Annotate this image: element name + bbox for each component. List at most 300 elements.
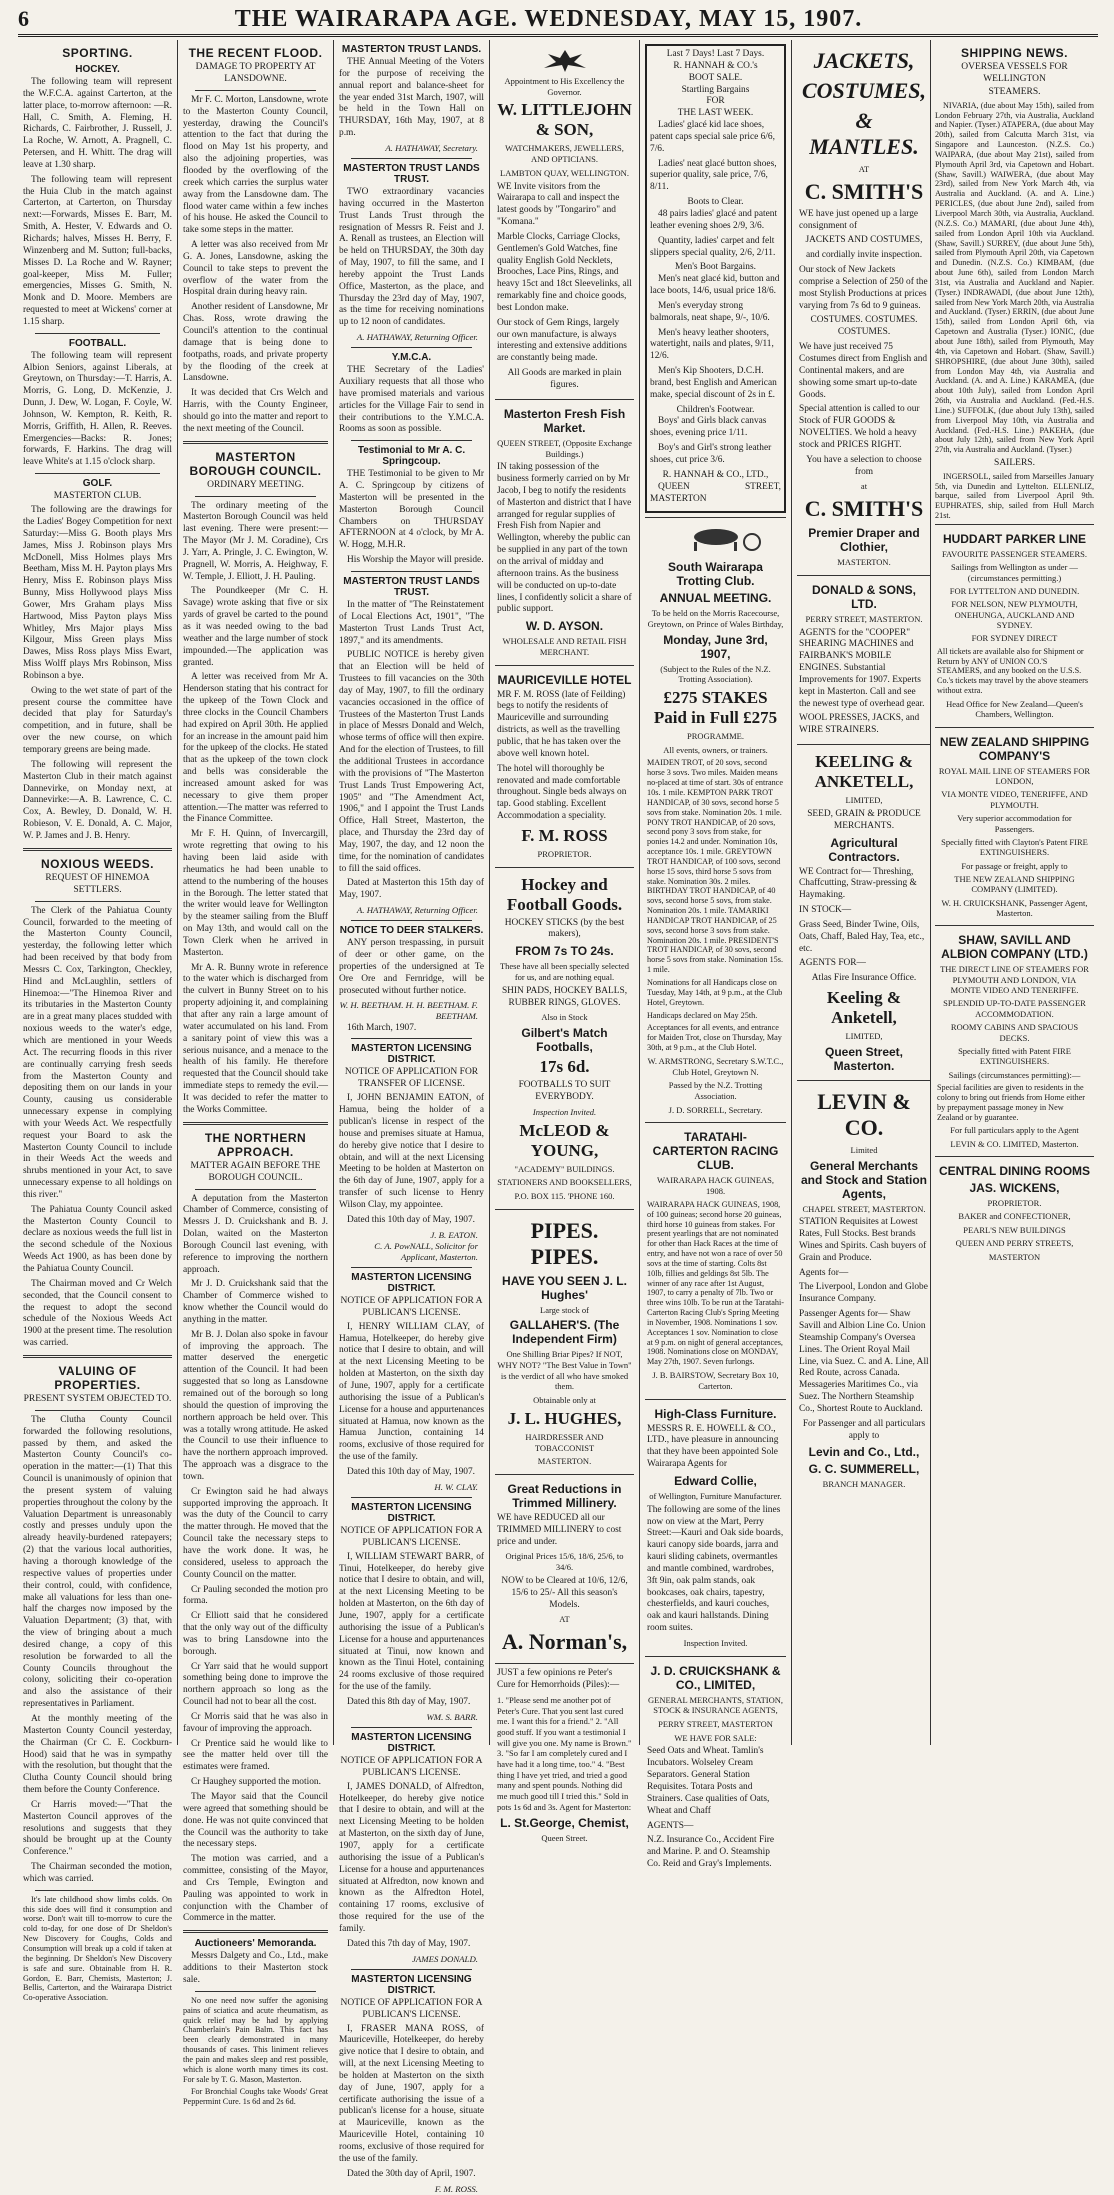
ad-text: Obtainable only at (533, 1395, 596, 1406)
ad-text: P.O. BOX 115. 'PHONE 160. (514, 1190, 615, 1201)
article-paragraph: Mr F. C. Morton, Lansdowne, wrote to the Masterton County Council, yesterday, drawing the Council's attention to the fact that during the flood on May 1st his property, and also the adjoining properties, was flooded by the overflowing of the creek which carries the surplus water away from the Lansdowne dam. The flood water came within a few inches of his house. He asked the Council to take some steps in the matter. (183, 94, 328, 236)
ad-text: Men's everyday strong balmorals, neat shape, 9/-, 10/6. (650, 300, 770, 323)
section-subheading: OVERSEA VESSELS FOR WELLINGTON (961, 62, 1068, 84)
ad-text: SPLENDID UP-TO-DATE PASSENGER ACCOMMODATION. (943, 998, 1086, 1019)
notice-signature: A. HATHAWAY, Secretary. (385, 142, 478, 153)
ad-text: MAIDEN TROT, of 20 sovs, second horse 3 sovs. Two miles. Maiden means no-placed at time of start. 30s of entrance 10s. 1 mile. KEMPTON PARK TROT HANDICAP, of 30 sovs, second horse 5 sovs from stake. Nomination 20s. 1 mile. PONY TROT HANDICAP, of 20 sovs, second pony 3 sovs from stake, for ponies 14.2 and under. Nomination 10s, acceptance 10s. 1 mile. GREYTOWN TROT HANDICAP, of 100 sovs, second horse 15 sovs, third horse 5 sovs from stake. Nomination 30s. 2 miles. BIRTHDAY TROT HANDICAP, of 40 sovs, second horse 5 sovs, from stake. Nomination 20s. 1 mile. TAMARIKI HANDICAP TROT HANDICAP, of 25 sovs, second horse 3 sovs from stake. Nomination 20s. 1 mile. PRESIDENT'S TROT HANDICAP, of 30 sovs, second horse 5 sovs from stake. Nomination 15s. 1 mile. (647, 758, 783, 975)
notice-text: ANY person trespassing, in pursuit of deer or other game, on the properties of the undersigned at Te Ore Ore and Fernridge, will be prosecuted without further notice. (339, 938, 484, 996)
ad-text: WAIRARAPA HACK GUINEAS, 1908, of 100 guineas; second horse 20 guineas, third horse 10 guineas from stakes. For present yearlings that are not nominated for other than Hack Races at the time of entry, and have not won a race of over 50 sovs at the time of starting. Colts 8st 10lb, fillies and geldings 8st 5lb. The winner of any race after 1st August, 1907, to carry a penalty of 7lb. Two or three wins 10lb. To be run at the Taratahi-Carterton Racing Club's Spring Meeting in November, 1908. Nominations 1 sov. Acceptances 1 sov. Nomination to close at 9 p.m. on night of general acceptances, 1908. Nominations close on MONDAY, May 27th, 1907. Seven furlongs. (647, 1199, 785, 1367)
column-2 (178, 40, 334, 2107)
notice-date: Dated this 7th day of May, 1907. (347, 1938, 471, 1949)
ad-text: WOOL PRESSES, JACKS, and WIRE STRAINERS. (799, 713, 920, 736)
donald-advertisement (797, 575, 931, 744)
notice-heading: MASTERTON LICENSING DISTRICT. (351, 1271, 472, 1294)
column-3 (334, 40, 490, 2194)
ad-text: Agricultural Contractors. (828, 835, 900, 864)
ad-signature: C. SMITH'S (804, 496, 924, 522)
article-paragraph: Mr F. H. Quinn, of Invercargill, wrote regretting that owing to his having been laid aside with rheumatics he had been unable to attend to the numbering of the houses in the Borough. The letter stated that the writer would leave for Wellington by the steamer sailing from the Bluff on May 13th, and would call on the Town Clerk when he arrived in Masterton. (183, 829, 328, 958)
ad-text: Passed by the N.Z. Trotting Association. (668, 1080, 763, 1102)
notice-signature: W. H. BEETHAM. H. H. BEETHAM. F. BEETHAM. (339, 1000, 478, 1022)
article-subtitle: REQUEST OF HINEMOA SETTLERS. (45, 872, 150, 895)
notice-date: Dated this 8th day of May, 1907. (347, 1696, 471, 1707)
article-subtitle: MATTER AGAIN BEFORE THE BOROUGH COUNCIL. (190, 1160, 321, 1183)
article-headline: Auctioneers' Memoranda. (194, 1938, 317, 1950)
ad-signature: J. L. HUGHES, (507, 1408, 622, 1428)
ad-text: N.Z. Insurance Co., Accident Fire and Marine. P. and O. Steamship Co. Reid and Gray's Implements. (647, 1835, 775, 1870)
article-headline: VALUING OF PROPERTIES. (54, 1363, 141, 1392)
article-paragraph: The Clutha County Council forwarded the following resolutions, passed by them, and asked the Masterton County Council's co-operation in the matter:—(1) That this Council is unanimously of opinion that the present system of valuing properties throughout the colony by the Valuation Department is unreasonably costly and presses unduly upon the already heavily-burdened ratepayers; (2) that the various local authorities, having a thorough knowledge of the respective values of properties under their control, could, with confidence, make all valuations for less than one-half the charges now imposed by the Valuation Department; (3) that, with the view of bringing about a much desired change, a copy of this resolution be forwarded to all the County Councils throughout the colony, soliciting their co-operation and also the assistance of their representatives in Parliament. (23, 1414, 172, 1710)
article-paragraph: Cr Morris said that he was also in favour of improving the approach. (183, 1711, 328, 1734)
ad-text: QUEEN AND PERRY STREETS, (955, 1238, 1074, 1249)
ad-text: Boys' and Girls black canvas shoes, evening price 1/11. (650, 416, 767, 439)
ad-text: Agents for— (799, 1267, 849, 1278)
ad-text: PROPRIETOR. (537, 848, 592, 859)
ad-headline: J. D. CRUICKSHANK & CO., LIMITED, (650, 1663, 781, 1692)
hotel-advertisement (495, 665, 634, 867)
fish-market-advertisement (495, 399, 634, 665)
ad-text: ROYAL MAIL LINE OF STEAMERS FOR LONDON, (938, 765, 1091, 787)
article-paragraph: Cr Ewington said he had always supported improving the approach. It was the duty of the Council to carry the matter through. He moved that the Council take the necessary steps to have the work done. It was, he considered, useless to approach the County Council on the matter. (183, 1486, 328, 1580)
ad-text: MASTERTON. (537, 1456, 592, 1467)
ad-signature: W. H. CRUICKSHANK, Passenger Agent, Masterton. (941, 897, 1088, 919)
article-paragraph: A letter was received from Mr A. Henderson stating that his contract for the upkeep of the Town Clock and three clocks in the Council Chambers had expired on April 30th. He applied for an increase in the amount paid him for the upkeep of the clocks. He stated that as the upkeep of the town clock and bells was considerable the increased amount asked for was necessary to give them proper attention.—The matter was referred to the Finance Committee. (183, 672, 328, 825)
smith-jackets-advertisement (797, 40, 931, 575)
ad-text: Seed Oats and Wheat. Tamlin's Incubators. Wolseley Cream Separators. General Station Requisites. Totara Posts and Strainers. Case qualities of Oats, Wheat and Chaff (647, 1746, 770, 1816)
article-headline: THE RECENT FLOOD. (188, 46, 323, 60)
huddart-parker-advertisement (935, 524, 1094, 727)
advertisement-text: It's late childhood show limbs colds. On this side does will find it consumption and worse. Don't wait till to-morrow to cure the cold to-day, for one dose of Dr Sheldon's New Discovery for Coughs, Colds and Consumption will break up a cold if taken at the beginning. Dr Sheldon's New Discovery is safe and sure. Obtainable from H. R. Gordon, E. Barr, Chemists, Masterton; J. Bellis, Carterton, and the Wairarapa District Co-operative Association. (23, 1894, 172, 2003)
shaw-savill-advertisement (935, 925, 1094, 1156)
notice-heading: MASTERTON TRUST LANDS TRUST. (343, 576, 480, 598)
ad-signature: G. C. SUMMERELL, (808, 1462, 920, 1477)
ad-text: Our stock of New Jackets comprise a Selection of 250 of the most Stylish Productions at prices varying from 7s 6d to 9 guineas. (799, 265, 928, 311)
ad-signature: Levin and Co., Ltd., (808, 1445, 920, 1460)
ad-headline: PIPES. PIPES. (530, 1217, 599, 1269)
ad-text: Our stock of Gem Rings, largely our own manufacture, is always interesting and extensive additions are constantly being made. (497, 317, 627, 364)
notice-text: THE Annual Meeting of the Voters for the purpose of receiving the annual report and balance-sheet for the year ended 31st March, 1907, will be held in the Town Hall on THURSDAY, 16th May, 1907, at 8 p.m. (339, 57, 484, 139)
ad-headline: W. LITTLEJOHN & SON, (497, 100, 632, 140)
ad-text: Ladies' glacé kid lace shoes, patent caps special sale price 6/6, 7/6. (650, 120, 775, 154)
ad-text: Limited (850, 1144, 878, 1155)
ad-text: WE have REDUCED all our TRIMMED MILLINERY to cost price and under. (497, 1512, 622, 1547)
article-paragraph: A deputation from the Masterton Chamber of Commerce, consisting of Messrs J. D. Cruickshank and B. J. Dolan, waited on the Masterton Borough Council last evening, with reference to improving the northern approach. (183, 1193, 328, 1275)
article-paragraph: Owing to the wet state of part of the present course the committee have decided that play for Saturday's competition, and in future, shall be over the new course, on which temporary greens are being made. (23, 685, 172, 755)
article-paragraph: Messrs Dalgety and Co., Ltd., make additions to their Masterton stock sale. (183, 1951, 328, 1985)
ad-text: "ACADEMY" BUILDINGS. (514, 1163, 615, 1174)
ad-headline: SHAW, SAVILL AND ALBION COMPANY (LTD.) (941, 933, 1088, 962)
ad-text: Men's heavy leather shooters, watertight, nails and plates, 9/11, 12/6. (650, 327, 774, 362)
ad-text: Nominations for all Handicaps close on Tuesday, May 14th, at 9 p.m., at the Club Hotel, Greytown. (647, 978, 783, 1007)
royal-crest-icon (530, 46, 600, 74)
ad-text: Original Prices 15/6, 18/6, 25/6, to 34/6. (505, 1551, 624, 1573)
notice-signature: JAMES DONALD. (412, 1953, 478, 1964)
ad-text: FOR SYDNEY DIRECT (971, 633, 1058, 644)
ad-text: COSTUMES. COSTUMES. COSTUMES. (810, 315, 918, 338)
article-paragraph: Mr A. R. Bunny wrote in reference to the water which is discharged from the culvert in Bunny Street on to his property adjoining it, and complaining that after any rain a large amount of water accumulated on his land. From a sanitary point of view this was a serious nuisance, and a menace to the health of his family. He therefore requested that the Council should take immediate steps to remedy the evil.—It was decided to refer the matter to the Works Committee. (183, 962, 328, 1115)
ad-text: Sailings (circumstances permitting):— (948, 1069, 1081, 1080)
notice-text: THE Testimonial to be given to Mr A. C. Springcoup by citizens of Masterton will be presented in the Masterton Borough Council Chambers on THURSDAY AFTERNOON at 4 o'clock, by Mr A. W. Hogg, M.H.R. (339, 469, 484, 551)
ad-text: Passenger Agents for— Shaw Savill and Albion Line Co. Union Steamship Company's Oversea Lines. The Orient Royal Mail Line, via Suez. C. and A. Line, All Red Route, across Canada. Messageries Maritimes Co., via Suez. The Northern Steamship Co., Shortest Route to Auckland. (799, 1309, 929, 1414)
ad-text: You have a selection to choose from (806, 454, 922, 477)
ad-headline: KEELING & ANKETELL, (814, 752, 914, 792)
section-subheading: GOLF. (82, 478, 113, 490)
notice-date: Dated this 10th day of May, 1907. (347, 1214, 476, 1225)
article-paragraph: The following are the drawings for the Ladies' Bogey Competition for next Saturday:—Miss G. Booth plays Mrs James, Miss J. Robinson plays Mrs McDonell, Miss Holmes plays Mrs Beetham, Miss M. H. Payton plays Mrs Henry, Miss E. Robinson plays Miss Bunny, Miss Hollywood plays Miss Gower, Mrs Graham plays Miss Hartwood, Miss Payton plays Miss Whitley, Mrs Major plays Miss Kilgour, Miss Green plays Miss Dawes, Miss Ross plays Miss Ewart, Miss Wolff plays Mrs Robinson, Miss Robinson a bye. (23, 505, 172, 681)
ad-text: The Liverpool, London and Globe Insurance Company. (799, 1282, 928, 1305)
ad-text: The following are some of the lines now on view at the Mart, Perry Street:—Kauri and Oak side boards, kauri canopy side boards, jarra and kauri sliding cabinets, overmantles and mantle combined, wardrobes, 3ft 9in, oak palm stands, oak bookcases, oak chairs, tapestry, chesterfields, and kauri couches, oak and kauri hallstands. Dining room suites. (647, 1504, 784, 1634)
ad-text: MASTERTON (988, 1251, 1041, 1262)
ad-headline: TARATAHI-CARTERTON RACING CLUB. (652, 1130, 779, 1173)
notice-subheading: NOTICE OF APPLICATION FOR TRANSFER OF LICENSE. (344, 1067, 479, 1090)
ad-text: AT (559, 1614, 570, 1625)
ad-text: 48 pairs ladies' glacé and patent leather evening shoes 2/9, 3/6. (650, 208, 778, 231)
ad-text: For passage or freight, apply to (961, 860, 1068, 871)
ad-text: AGENTS FOR— (799, 958, 866, 969)
ad-text: HOCKEY STICKS (by the best makers), (504, 917, 625, 940)
ad-headline: BOOT SALE. (688, 72, 743, 83)
ad-text: VIA MONTE VIDEO, TENERIFFE, AND PLYMOUTH. (941, 789, 1088, 810)
notice-text: TWO extraordinary vacancies having occurred in the Masterton Trust Lands Trust through the resignation of Messrs R. Feist and J. A. Renall as trustees, an Election will be held on THURSDAY, the 30th day of May, 1907, to fill the same, and I hereby appoint the Trust Lands Office, Masterton, as the place, and Thursday the 23rd day of May, 1907, as the time for receiving nominations up to 12 noon of candidates. (339, 186, 484, 328)
ad-text: of Wellington, Furniture Manufacturer. (649, 1490, 782, 1501)
advertisement-text: For Bronchial Coughs take Woods' Great Peppermint Cure. 1s 6d and 2s 6d. (183, 2087, 328, 2107)
ad-headline: HUDDART PARKER LINE (942, 531, 1087, 546)
ad-text: Boy's and Girl's strong leather shoes, cut price 3/6. (650, 443, 772, 465)
ad-subheading: Children's Footwear. (676, 404, 755, 415)
ad-text: GENERAL MERCHANTS, STATION, STOCK & INSURANCE AGENTS, (647, 1694, 783, 1716)
ad-text: WE HAVE FOR SALE: (674, 1732, 757, 1743)
ad-text: HAVE YOU SEEN J. L. Hughes' (502, 1273, 627, 1302)
notice-subheading: NOTICE OF APPLICATION FOR A PUBLICAN'S LICENSE. (340, 1755, 483, 1778)
ad-text: MESSRS R. E. HOWELL & CO., LTD., have pleasure in announcing that they have been appointed Sole Wairarapa Agents for (647, 1423, 779, 1470)
ad-text: Last 7 Days! Last 7 Days. (666, 49, 765, 59)
article-paragraph: The Mayor said that the Council were agreed that something should be done. He was not quite convinced that the Council was the authority to take the necessary steps. (183, 1792, 328, 1850)
notice-text: I, WILLIAM STEWART BARR, of Tinui, Hotelkeeper, do hereby give notice that I desire to obtain, and will, at the next Licensing Meeting to be holden at Masterton, on the 6th day of June, 1907, apply for a certificate authorising the issue of a Publican's License for a house and appurtenances situated at Tinui, now known and known as the Tinui Hotel, containing 24 rooms exclusive of those required for the use of the family. (339, 1551, 484, 1693)
ad-headline: High-Class Furniture. (654, 1406, 777, 1421)
ad-text: All Goods are marked in plain figures. (507, 368, 622, 391)
notice-heading: Testimonial to Mr A. C. Springcoup. (357, 445, 466, 468)
ad-text: AGENTS for the "COOPER" SHEARING MACHINES and FAIRBANK'S MOBILE ENGINES. Substantial Improvements for 1907. Experts kept in Masterton. Call and see the newest type of overhead gear. (799, 627, 925, 709)
millinery-advertisement (495, 1474, 634, 1663)
section-heading: SPORTING. (62, 46, 133, 60)
ad-text: FOOTBALLS TO SUIT EVERYBODY. (518, 1080, 611, 1102)
ad-text: FOR LYTTELTON AND DUNEDIN. (949, 585, 1080, 596)
ad-text: WE Invite visitors from the Wairarapa to call and inspect the latest goods by "Tongariro" and "Komana." (497, 181, 620, 228)
article-paragraph: The following team will represent the W.F.C.A. against Carterton, at the latter place, to-morrow afternoon: —R. Hall, C. Smith, A. Fleming, H. Richards, C. Fairbrother, J. Russell, J. La Roche, W. Arnott, A. Pragnell, C. Petersen, and H. Whitt. The drag will leave at 1.30 sharp. (23, 77, 172, 170)
notice-text: I, JOHN BENJAMIN EATON, of Hamua, being the holder of a publican's license in respect of the house and premises situate at Hamua, do hereby give notice that I desire to obtain, and will at the next Licensing Meeting to be holden at Masterton on the 6th day of June, 1907, apply for a transfer of such license to Henry Wilson Clay, my appointee. (339, 1093, 484, 1210)
notice-subheading: NOTICE OF APPLICATION FOR A PUBLICAN'S LICENSE. (340, 1997, 483, 2020)
notice-heading: NOTICE TO DEER STALKERS. (339, 925, 484, 937)
ad-text: and cordially invite inspection. (805, 250, 923, 261)
ad-text: One Shilling Briar Pipes? If NOT, WHY NOT? "The Best Value in Town" is the verdict of all who have smoked them. (497, 1349, 632, 1392)
ad-headline: R. HANNAH & CO.'s (673, 60, 758, 71)
ad-headline: MAURICEVILLE HOTEL (497, 672, 632, 687)
article-paragraph: The Chairman moved and Cr Welch seconded, that the Council consent to the request to adopt the second schedule of the Noxious Weeds Act 1900 at the present time. The resolution was carried. (23, 1278, 173, 1349)
notice-heading: MASTERTON TRUST LANDS TRUST. (343, 162, 480, 185)
ad-signature: W. ARMSTRONG, Secretary S.W.T.C., Club Hotel, Greytown N. (647, 1055, 784, 1077)
ad-signature: LEVIN & CO. LIMITED, Masterton. (950, 1138, 1079, 1149)
ad-signature: W. D. AYSON. (525, 619, 604, 634)
trotting-horse-icon (656, 522, 776, 552)
ad-signature: Keeling & Anketell, (826, 988, 902, 1028)
notice-date: Dated at Masterton this 15th day of May, 1907. (339, 878, 484, 901)
ad-text: WHOLESALE AND RETAIL FISH MERCHANT. (502, 636, 627, 657)
ad-text: Sailings from Wellington as under — (circumstances permitting.) (951, 562, 1078, 583)
article-paragraph: The ordinary meeting of the Masterton Borough Council was held last evening. There were present:—The Mayor (Mr J. M. Coradine), Crs J. Yarr, A. Pringle, J. C. Ewington, W. Pragnell, W. Morris, A. Heighway, F. W. Temple, J. Elliott, J. H. Pauling. (183, 500, 328, 582)
ad-text: The hotel will thoroughly be renovated and made comfortable throughout. Single beds always on tap. Good stabling. Excellent Accommodation a speciality. (497, 763, 627, 822)
levin-advertisement (797, 1080, 931, 1497)
ad-text: Appointment to His Excellency the Governor. (504, 76, 625, 97)
notice-heading: MASTERTON LICENSING DISTRICT. (351, 1501, 472, 1524)
notice-signature: A. HATHAWAY, Returning Officer. (356, 905, 478, 916)
ad-text: Large stock of (540, 1304, 589, 1315)
column-1 (18, 40, 178, 2003)
column-6 (792, 40, 936, 1745)
notice-subheading: NOTICE OF APPLICATION FOR A PUBLICAN'S LICENSE. (340, 1295, 483, 1318)
ad-text: LIMITED, (845, 1031, 883, 1042)
ad-text: SEED, GRAIN & PRODUCE MERCHANTS. (807, 808, 921, 831)
ad-text: Special facilities are given to residents in the colony to bring out friends from Home either by prepayment passage money in New Zealand or by guarantee. (937, 1082, 1086, 1122)
article-subtitle: DAMAGE TO PROPERTY AT LANSDOWNE. (195, 62, 316, 84)
ad-text: Handicaps declared on May 25th. (647, 1010, 758, 1020)
section-subheading: FOOTBALL. (68, 337, 127, 349)
ad-text: ROOMY CABINS AND SPACIOUS DECKS. (950, 1022, 1079, 1043)
ad-text: CHAPEL STREET, MASTERTON. (802, 1203, 926, 1214)
article-paragraph: Cr Elliott said that he considered that the only way out of the difficulty was to bring Lansdowne into the borough. (183, 1611, 328, 1657)
article-subtitle: PRESENT SYSTEM OBJECTED TO. (23, 1393, 172, 1404)
ad-text: ANNUAL MEETING. (659, 591, 772, 606)
masthead (18, 4, 1098, 37)
ad-text: SHIN PADS, HOCKEY BALLS, RUBBER RINGS, GLOVES. (501, 985, 628, 1008)
shipping-column (930, 40, 1098, 1745)
ad-text: WATCHMAKERS, JEWELLERS, AND OPTICIANS. (505, 143, 624, 165)
ad-text: MASTERTON. (837, 557, 891, 568)
ad-signature: J. B. BAIRSTOW, Secretary Box 10, Carterton. (652, 1370, 779, 1391)
ad-text: WAIRARAPA HACK GUINEAS, 1908. (656, 1175, 775, 1197)
ad-stakes: £275 STAKES Paid in Full £275 (653, 688, 778, 728)
ad-text: STATION Requisites at Lowest Rates, Full Stocks. Best brands Wines and Spirits. Cash buyers of Grain and Produce. (799, 1217, 927, 1263)
ad-text: Inspection Invited. (532, 1106, 597, 1117)
article-headline: MASTERTON BOROUGH COUNCIL. (189, 449, 322, 478)
ad-text: Very superior accommodation for Passengers. (957, 813, 1072, 834)
ad-text: GALLAHER'S. (The Independent Firm) (509, 1318, 620, 1347)
ad-text: at (860, 481, 868, 492)
ad-text: WE Contract for— Threshing, Chaffcutting, Straw-pressing & Haymaking. (799, 866, 917, 901)
ad-text: Acceptances for all events, and entrance for Maiden Trot, close on Thursday, May 30th, at 9 p.m., at the Club Hotel. (647, 1023, 782, 1053)
hannah-boot-sale-advertisement (645, 44, 786, 513)
page-number: 6 (18, 6, 29, 31)
notice-text: I, JAMES DONALD, of Alfredton, Hotelkeeper, do hereby give notice that I desire to obtain, and will at the next Licensing Meeting to be holden at Masterton, on the sixth day of June, 1907, apply for a certificate authorising the issue of a Publican's License for a house and appurtenances situated at Alfredton, now known and known as the Alfredton Hotel, containing 17 rooms, exclusive of those required for the use of the family. (339, 1781, 484, 1934)
ad-text: Queen Street. (541, 1832, 588, 1843)
ad-text: QUEEN STREET, (Opposite Exchange Buildings.) (497, 437, 632, 459)
section-subheading: HOCKEY. (75, 64, 120, 75)
ad-date: Monday, June 3rd, 1907, (663, 632, 768, 661)
article-paragraph: The following team will represent Albion Seniors, against Liberals, at Greytown, on Thursday:—T. Harris, A. Morris, G. Long, D. McKenzie, J. Dunn, J. Dew, W. Logan, F. Coyle, W. Johnson, W. Kempton, R. Keith, R. Morris, Griffith, H. Allen, R. Reeves. Emergencies—Backs: R. Jones; forwards, F. Harkins. The drag will leave White's at 1.15 o'clock sharp. (23, 350, 172, 468)
shipping-list: INGERSOLL, sailed from Marseilles January 5th, via Dunedin and Lyttelton. ELLENLIZ, barque, sailed from Liverpool April 9th. EUPHRATES, ship, sailed from Hull March 21st. (935, 471, 1094, 521)
ad-text: PERRY STREET, MASTERTON (658, 1719, 773, 1730)
article-paragraph: The motion was carried, and a committee, consisting of the Mayor, and Crs Temple, Ewington and Pauling was appointed to work in conjunction with the Chamber of Commerce in the matter. (183, 1854, 328, 1924)
section-subheading: SAILERS. (994, 458, 1035, 469)
ad-text: All tickets are available also for Shipment or Return by ANY of UNION CO.'S STEAMERS, and any booked on the U.S.S. Co.'s tickets may travel by the above steamers without extra. (937, 646, 1089, 696)
ad-text: PROPRIETOR. (987, 1198, 1042, 1209)
ad-headline: & MANTLES. (809, 108, 919, 159)
notice-text: His Worship the Mayor will preside. (347, 555, 484, 566)
ad-text: AGENTS— (647, 1820, 694, 1831)
ad-text: PEARL'S NEW BUILDINGS (963, 1224, 1066, 1235)
notice-text: PUBLIC NOTICE is hereby given that an Election will be held of Trustees to fill vacancies on the 30th day of May, 1907, to fill the ordinary vacancies occasioned in the office of Trustees of the Masterton Trust Lands in place of Messrs Donald and Welch, whose terms of office will then expire. And for the election of Trustees, to fill the additional Trustees in accordance with the provisions of "The Masterton Trust Lands Trust Empowering Act, 1905" and "The Amendment Act, 1906," and I appoint the Trust Lands Office, Hall Street, Masterton, the place, and Thursday the 23rd day of May, 1907, the day, and 12 noon the time, for the nomination of candidates to fill the said offices. (339, 650, 484, 874)
article-paragraph: The following will represent the Masterton Club in their match against Dannevirke, on Monday next, at Dannevirke:—A. B. Lawrence, C. C. Cox, A. Bewley, D. Donald, W. H. Robieson, V. E. Donald, A. C. Major, W. P. James and J. B. Henry. (23, 759, 172, 841)
peters-cure-advertisement (495, 1663, 634, 1850)
ad-text: Premier Draper and Clothier, (808, 526, 920, 555)
ad-text: FAVOURITE PASSENGER STEAMERS. (941, 548, 1088, 559)
ad-headline: COSTUMES, (801, 78, 927, 103)
ad-text: Men's Kip Shooters, D.C.H. brand, best English and American make, special discount of 2s in £. (650, 366, 777, 400)
ad-text: QUEEN STREET, MASTERTON (650, 481, 781, 504)
ad-signature: JAS. WICKENS, (969, 1181, 1060, 1196)
ad-text: Also in Stock (541, 1012, 588, 1023)
ad-text: NOW to be Cleared at 10/6, 12/6, 15/6 to 25/- All this season's Models. (501, 1575, 628, 1610)
ad-price: FROM 7s TO 24s. (515, 944, 614, 959)
article-paragraph: Cr Prentice said he would like to see the matter held over till the estimates were framed. (183, 1738, 328, 1773)
ad-text: Queen Street, Masterton. (824, 1044, 904, 1073)
notice-date: Dated this 10th day of May, 1907. (347, 1466, 476, 1477)
ad-signature: THE NEW ZEALAND SHIPPING COMPANY (LIMITED). (954, 873, 1075, 895)
ad-headline: NEW ZEALAND SHIPPING COMPANY'S (939, 734, 1090, 763)
ad-text: Men's neat glacé kid, button and lace boots, 14/6, usual price 18/6. (650, 274, 780, 297)
dining-rooms-advertisement (935, 1156, 1094, 1269)
ad-text: STATIONERS AND BOOKSELLERS, (497, 1177, 632, 1188)
ad-text: FOR NELSON, NEW PLYMOUTH, ONEHUNGA, AUCKLAND AND SYDNEY. (951, 599, 1078, 631)
notice-signature: A. HATHAWAY, Returning Officer. (356, 332, 478, 343)
article-paragraph: Cr Pauling seconded the motion pro forma. (183, 1584, 328, 1607)
ad-signature: R. HANNAH & CO., LTD., (662, 469, 769, 480)
ad-text: General Merchants and Stock and Station Agents, (800, 1158, 927, 1201)
ad-subheading: Boots to Clear. (687, 197, 744, 208)
shipping-list: NIVARIA, (due about May 15th), sailed from London February 27th, via Australia, Auckland and Napier. (Tyser.) ATAPERA, (due about May 20th), sailed from Calcutta March 31st, via Singapore and Launceston. (N.Z.S. Co.) WAIPARA, (due about May 21st), sailed from Plymouth April 3rd, via Capetown and Hobart. (Shaw, Savill.) WAIWERA, (due about May 23rd), sailed from New York March 4th, via Australia and Auckland. (A. and A. Line.) PERICLES, (due about June 2nd), sailed from Liverpool March 30th, via Australia, Auckland. (N.Z.S. Co.) MAMARI, (due about June 4th), sailed from London April 10th via Auckland. (Shaw, Savill.) SURREY, (due about June 5th), sailed from Plymouth April 20th, via Capetown and Dunedin. (N.Z.S. Co.) KIMBAM, (due about June 6th), sailed from London March 31st, via Australia and Auckland and Napier. (Tyser.) INDRAWADI, (due about June 12th), sailed from New York March 20th, via Australia and Auckland. (Tyser.) ERRIN, (due about June 15th), sailed from London April 6th, via Capetown and Australia (Tyser.) IONIC, (due about June 18th), sailed from Plymouth, May 4th, via Capetown and Hobart. (Shaw, Savill.) SHROPSHIRE, (due about June 30th), sailed from London May 4th, via Australia and Auckland. (A. and A. Line.) KARAMEA, (due about 10th July), sailed from London April 26th, via Australia and Auckland. (Fed.-H.S. Line.) SUFFOLK, (due about July 13th), sailed from Liverpool May 10th, via Australia and Auckland. (Fed.-H.S. Line.) PAKEHA, (due about July 12th), sailed from New York April 27th, via Australia and Auckland. (Tyser.) (935, 100, 1094, 455)
article-paragraph: The following team will represent the Huia Club in the match against Carterton, at Carterton, on Thursday next:—Forwards, Misses E. Barr, M. Smith, A. Hester, V. Edwards and O. Richards; halves, Misses H. Berry, F. Winzenberg and M. Sutton; full-backs, Misses D. La Roche and W. Rayner; goal-keeper, Miss M. Fuller; emergencies, Misses G. Smith, N. Monk and D. Moore. Members are requested to meet at Wickens' corner at 1.15 sharp. (23, 174, 172, 327)
column-4 (490, 40, 640, 1843)
ad-headline: Great Reductions in Trimmed Millinery. (507, 1481, 622, 1510)
ad-text: HAIRDRESSER AND TOBACCONIST (525, 1431, 604, 1453)
notice-subheading: NOTICE OF APPLICATION FOR A PUBLICAN'S LICENSE. (340, 1525, 483, 1548)
article-paragraph: Cr Yarr said that he would support something being done to improve the northern approach so long as the Council had not to bear all the cost. (183, 1661, 328, 1708)
ad-text: MR F. M. ROSS (late of Feilding) begs to notify the residents of Mauriceville and surrounding districts, as well as the travelling public, that he has taken over the above well known hotel. (497, 689, 626, 759)
article-paragraph: The Clerk of the Pahiatua County Council, forwarded to the meeting of the Masterton County Council, yesterday, the following letter which had been received by that body from Messrs C. Cox, Tarkington, Checkley, Hind and McLaughlin, settlers of Hinemoa:—"The Hinemoa River and its tributaries in the Masterton County are in a great many places studded with noxious weeds to the water's edge, which are mentioned in your Weeds Act. The recurring floods in this river are continually carrying fresh seeds from the Masterton County and depositing them on our lands in your County, causing us considerable unnecessary expense in complying with your Weeds Act. We respectfully request your Board to ask the Masterton County Council to include in their Weeds Act the weeds and shrubs mentioned in your Act, to save unnecessary expense to all holdings on this river." (23, 905, 172, 1200)
ad-text: JUST a few opinions re Peter's Cure for Hemorrhoids (Piles):— (497, 1668, 620, 1690)
advertisement-text: No one need now suffer the agonising pains of sciatica and acute rheumatism, as quick relief may be had by applying Chamberlain's Pain Balm. This fact has been clearly demonstrated in many thousands of cases. This liniment relieves the pain and makes sleep and rest possible, which is alone worth many times its cost. For sale by T. G. Mason, Masterton. (183, 1995, 328, 2084)
newspaper-title: THE WAIRARAPA AGE. WEDNESDAY, MAY 15, 1907. (234, 5, 863, 32)
furniture-advertisement (645, 1399, 786, 1656)
notice-solicitor: C. A. PowNALL, Solicitor for Applicant, Masterton. (374, 1240, 478, 1262)
article-subtitle: MASTERTON CLUB. (53, 491, 142, 502)
ad-text: All events, owners, or trainers. (663, 744, 768, 755)
ad-text: Inspection Invited. (683, 1637, 748, 1648)
article-headline: NOXIOUS WEEDS. (40, 856, 154, 871)
ad-text: Edward Collie, (674, 1473, 757, 1488)
ad-text: We have just received 75 Costumes direct from English and Continental makers, and are showing some smart up-to-date Goods. (799, 342, 928, 400)
ad-text: WE have just opened up a large consignment of (799, 208, 919, 231)
article-paragraph: The Pahiatua County Council asked the Masterton County Council to declare as noxious weeds the full list in the second schedule of the Noxious Weeds Act 1900, as has been done by the Pahiatua County Council. (23, 1204, 172, 1274)
nz-shipping-advertisement (935, 727, 1094, 926)
ad-text: Specially fitted with Patent FIRE EXTINGUISHERS. (958, 1045, 1071, 1067)
article-paragraph: The Chairman seconded the motion, which was carried. (23, 1862, 172, 1884)
ad-text: Head Office for New Zealand—Queen's Chambers, Wellington. (946, 699, 1083, 720)
article-paragraph: It was decided that Crs Welch and Harris, with the County Engineer, should go into the matter and report to the next meeting of the Council. (183, 388, 328, 434)
ad-text: THE LAST WEEK. (677, 108, 754, 119)
article-paragraph: At the monthly meeting of the Masterton County Council yesterday, the Chairman (Cr C. E. Cockburn-Hood) said that he was in sympathy with the resolution, but thought that the Clutha County Council should bring them before the County Conference. (23, 1713, 172, 1796)
section-heading: SHIPPING NEWS. (960, 46, 1068, 60)
article-paragraph: The Poundkeeper (Mr C. H. Savage) wrote asking that five or six yards of gravel be carted to the pound as it was needed owing to the bad weather and the large number of stock impounded.—The application was granted. (183, 586, 328, 668)
ad-text: Specially fitted with Clayton's Patent FIRE EXTINGUISHERS. (941, 836, 1088, 858)
notice-date: Dated the 30th day of April, 1907. (347, 2168, 476, 2179)
ad-text: Startling Bargains (681, 84, 750, 95)
article-paragraph: Cr Harris moved:—"That the Masterton Council approves of the resolutions and suggests that they should be brought up at the County Conference." (23, 1799, 172, 1858)
notice-signature: J. B. EATON. (430, 1229, 478, 1240)
notice-heading: MASTERTON LICENSING DISTRICT. (351, 1731, 472, 1754)
notice-date: 16th March, 1907. (347, 1022, 417, 1033)
ad-text: Ladies' neat glacé button shoes, superior quality, sale price, 7/6, 8/11. (650, 158, 777, 193)
cruickshank-advertisement (645, 1656, 786, 1878)
ad-text: For Passenger and all particulars apply to (802, 1418, 926, 1441)
ad-text: These have all been specially selected for us, and are nothing equal. (499, 961, 630, 983)
ad-text: 1. "Please send me another pot of Peter's Cure. That you sent last cured me. I want this for a friend." 2. "All good stuff. If you want a testimonial I will give you one. My name is Brown." 3. "So far I am completely cured and I have had it a long time, too." 4. "Best thing I have yet tried, and tried a good many and spent pounds. Nothing did me much good till I tried this." Sold in pots 1s 6d and 3s. Agent for Masterton: (497, 1694, 632, 1812)
ad-headline: Gilbert's Match Footballs, (521, 1026, 608, 1055)
ad-text: AT (858, 164, 870, 174)
ad-text: THE DIRECT LINE OF STEAMERS FOR PLYMOUTH AND LONDON, VIA MONTE VIDEO AND TENERIFFE. (940, 964, 1089, 996)
notice-heading: MASTERTON LICENSING DISTRICT. (351, 1973, 472, 1996)
notice-signature: WM. S. BARR. (426, 1711, 478, 1722)
ad-signature: A. Norman's, (501, 1629, 628, 1655)
ad-headline: LEVIN & CO. (817, 1088, 911, 1140)
ad-text: For full particulars apply to the Agent (950, 1125, 1079, 1136)
ad-text: IN STOCK— (799, 905, 852, 916)
ad-headline: Hockey and Football Goods. (506, 874, 623, 914)
littlejohn-advertisement (495, 40, 634, 399)
ad-text: BAKER and CONFECTIONER, (958, 1211, 1071, 1222)
ad-text: (Subject to the Rules of the N.Z. Trotting Association). (660, 663, 771, 685)
ad-signature: McLEOD & YOUNG, (519, 1120, 610, 1160)
article-paragraph: Mr B. J. Dolan also spoke in favour of improving the approach. The matter deserved the energetic attention of the Council. It had been suggested that so long as Lansdowne remained out of the borough so long should the question of improving the northern approach be held over. This was a totally wrong attitude. He asked the Council to use their influence to have the northern approach improved. The approach was a disgrace to the town. (183, 1329, 328, 1482)
ad-text: JACKETS AND COSTUMES, (805, 235, 923, 246)
ad-text: Special attention is called to our Stock of FUR GOODS & NOVELTIES. We hold a heavy stock and PRICES RIGHT. (799, 404, 920, 450)
ad-text: PERRY STREET, MASTERTON. (805, 613, 923, 624)
ad-signature: J. D. SORRELL, Secretary. (668, 1104, 763, 1115)
notice-signature: F. M. ROSS. (434, 2183, 478, 2194)
ad-text: Atlas Fire Insurance Office. (811, 973, 917, 984)
ad-headline: Masterton Fresh Fish Market. (503, 406, 626, 435)
ad-text: To be held on the Morris Racecourse, Greytown, on Prince of Wales Birthday, (647, 608, 784, 629)
ad-text: IN taking possession of the business formerly carried on by Mr Jacob, I beg to notify the residents of Masterton and district that I have arranged for regular supplies of Fresh Fish from Napier and Wellington, whereby the public can be supplied in any part of the town on the arrival of midday and afternoon trains. As the business will be conducted on up-to-date lines, I confidently solicit a share of public support. (497, 462, 632, 615)
hockey-goods-advertisement (495, 867, 634, 1209)
notice-signature: H. W. CLAY. (434, 1481, 478, 1492)
ad-signature: C. SMITH'S (804, 178, 924, 204)
ad-price: 17s 6d. (539, 1057, 590, 1077)
ad-text: LIMITED, (845, 795, 883, 806)
article-headline: THE NORTHERN APPROACH. (204, 1130, 307, 1159)
ad-text: BRANCH MANAGER. (822, 1479, 906, 1490)
trotting-club-advertisement (645, 517, 786, 1122)
notice-text: THE Secretary of the Ladies' Auxiliary requests that all those who have promised materials and various articles for the Village Fair to send in their contributions to the Y.M.C.A. Rooms as soon as possible. (339, 365, 484, 435)
ad-text: LAMBTON QUAY, WELLINGTON. (500, 167, 629, 178)
ad-text: Grass Seed, Binder Twine, Oils, Oats, Chaff, Baled Hay, Tea, etc., etc. (799, 919, 925, 954)
ad-headline: CENTRAL DINING ROOMS (938, 1164, 1091, 1179)
ad-headline: South Wairarapa Trotting Club. (668, 560, 763, 589)
article-paragraph: Another resident of Lansdowne, Mr Chas. Ross, wrote drawing the Council's attention to the continual damage that is being done to footpaths, roads, and private property by the flooding of the creek at Lansdowne. (183, 302, 328, 384)
ad-headline: JACKETS, (813, 48, 915, 73)
notice-text: I, HENRY WILLIAM CLAY, of Hamua, Hotelkeeper, do hereby give notice that I desire to obtain, and will at the next Licensing Meeting to be holden at Masterton, on the sixth day of June, 1907, apply for a certificate authorising the issue of a Publican's License for a house and appurtenances situated at Hamua, now known as the Hamua Junction, containing 14 rooms, exclusive of those required for the use of the family. (339, 1321, 484, 1463)
article-paragraph: A letter was also received from Mr G. A. Jones, Lansdowne, asking the Council to take steps to prevent the overflow of the water from the Hospital drain during heavy rain. (183, 240, 328, 298)
article-paragraph: Cr Haughey supported the motion. (191, 1777, 321, 1788)
ad-text: PROGRAMME. (687, 731, 744, 742)
